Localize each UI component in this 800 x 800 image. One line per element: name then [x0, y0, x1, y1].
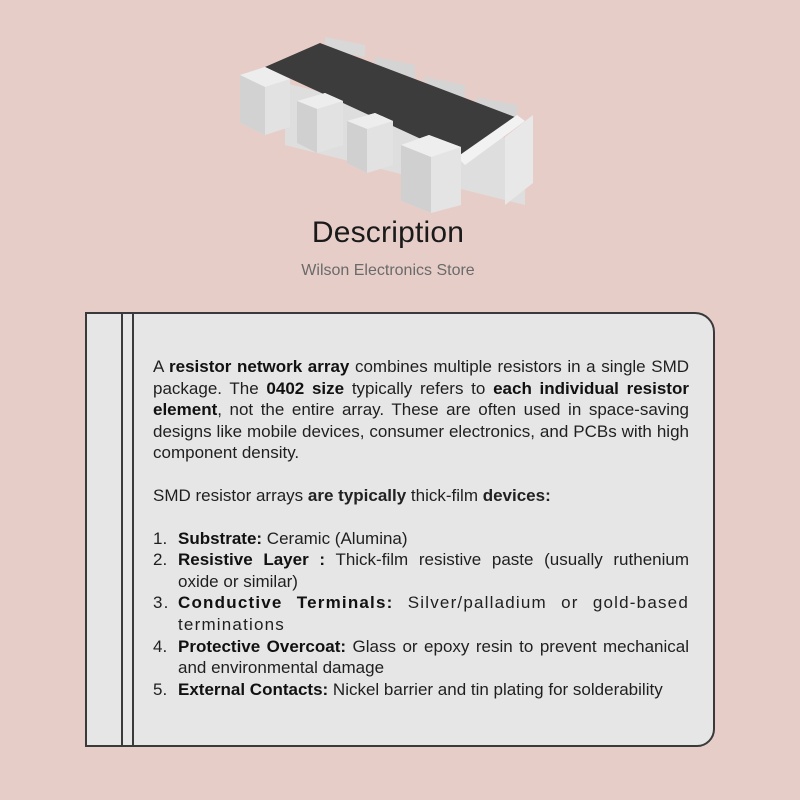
list-term: Substrate: [178, 528, 263, 548]
page-title: Description [311, 216, 465, 249]
list-term: Protective Overcoat: [178, 636, 347, 656]
text: typically refers to [344, 378, 494, 398]
store-name: Wilson Electronics Store [301, 262, 475, 279]
card-margin-line [132, 314, 134, 745]
text: SMD resistor arrays [153, 485, 308, 505]
bold-term: each individual resistor element [153, 378, 689, 420]
bold-term: are typically [307, 485, 407, 505]
text: , not the entire array. These are often used in space-saving designs like mobile devices, consumer electronics, and PCBs with high component density. [153, 400, 689, 463]
list-number: 5. [153, 679, 168, 699]
list-item [153, 592, 689, 635]
list-text: Thick-film resistive paste (usually ruthenium oxide or similar) [178, 550, 689, 591]
list-term: Conductive Terminals: [178, 593, 394, 613]
layer-list [153, 528, 689, 701]
bold-term: 0402 size [266, 378, 345, 398]
list-item [153, 679, 689, 701]
list-item [153, 549, 689, 592]
list-text: Glass or epoxy resin to prevent mechanical and environmental damage [178, 636, 689, 678]
list-number: 2. [153, 550, 168, 570]
resistor-array-image [225, 35, 545, 215]
description-content [153, 356, 689, 700]
list-number: 1. [153, 528, 168, 548]
bold-term: resistor network array [169, 357, 350, 376]
list-text: Ceramic (Alumina) [262, 528, 408, 548]
list-number: 4. [153, 636, 168, 656]
intro-paragraph [153, 356, 689, 464]
list-number: 3. [153, 593, 170, 613]
list-term: Resistive Layer : [178, 550, 326, 570]
card-margin-line [121, 314, 123, 745]
list-text: Silver/palladium or gold-based terminations [178, 593, 689, 634]
description-card [85, 312, 715, 747]
lead-paragraph [153, 485, 689, 507]
text: thick-film [406, 485, 483, 505]
list-text: Nickel barrier and tin plating for solderability [328, 679, 663, 699]
text: A [153, 357, 170, 376]
list-term: External Contacts: [178, 679, 329, 699]
list-item [153, 528, 689, 550]
list-item [153, 636, 689, 679]
bold-term: devices: [482, 485, 551, 505]
text: combines multiple resistors in a single SMD package. The [153, 357, 690, 398]
